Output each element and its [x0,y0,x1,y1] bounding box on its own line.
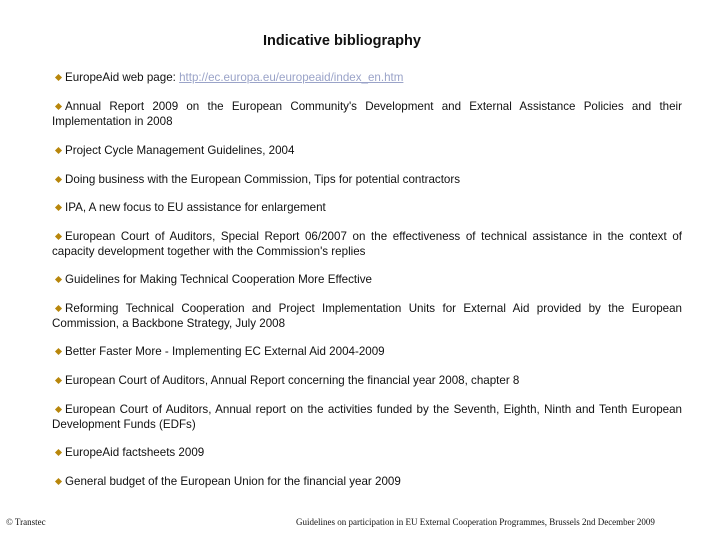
diamond-bullet-icon [55,305,62,312]
item-text: European Court of Auditors, Annual Report concerning the financial year 2008, chapter 8 [65,374,520,387]
list-item [52,345,682,360]
list-item [52,100,682,129]
diamond-bullet-icon [55,74,62,81]
item-text: EuropeAid factsheets 2009 [65,446,205,459]
list-item [52,144,682,159]
list-item [52,403,682,432]
page-title: Indicative bibliography [263,33,421,49]
list-item [52,230,682,259]
item-text: Annual Report 2009 on the European Community's Development and External Assistance Policies and their Implementation in 2008 [52,100,682,128]
diamond-bullet-icon [55,103,62,110]
europeaid-link[interactable]: http://ec.europa.eu/europeaid/index_en.htm [179,71,404,84]
footer-copyright: © Transtec [6,517,46,527]
list-item [52,475,682,490]
list-item [52,302,682,331]
item-text: Project Cycle Management Guidelines, 2004 [65,144,295,157]
item-text: General budget of the European Union for the financial year 2009 [65,475,401,488]
item-text: European Court of Auditors, Special Report 06/2007 on the effectiveness of technical assistance in the context of capacity development together with the Commission's replies [52,230,682,258]
list-item [52,273,682,288]
diamond-bullet-icon [55,276,62,283]
item-text: IPA, A new focus to EU assistance for enlargement [65,201,326,214]
list-item [52,201,682,216]
diamond-bullet-icon [55,449,62,456]
diamond-bullet-icon [55,233,62,240]
diamond-bullet-icon [55,478,62,485]
item-text: Reforming Technical Cooperation and Project Implementation Units for External Aid provided by the European Commission, a Backbone Strategy, July 2008 [52,302,682,330]
list-item [52,71,682,86]
diamond-bullet-icon [55,204,62,211]
list-item [52,173,682,188]
item-text: European Court of Auditors, Annual report on the activities funded by the Seventh, Eighth, Ninth and Tenth European Development Funds (EDFs) [52,403,682,431]
footer-caption: Guidelines on participation in EU External Cooperation Programmes, Brussels 2nd December 2009 [296,517,655,527]
diamond-bullet-icon [55,377,62,384]
diamond-bullet-icon [55,147,62,154]
diamond-bullet-icon [55,348,62,355]
diamond-bullet-icon [55,406,62,413]
item-text: Guidelines for Making Technical Cooperation More Effective [65,273,372,286]
item-text: EuropeAid web page: [65,71,180,84]
list-item [52,374,682,389]
diamond-bullet-icon [55,176,62,183]
item-text: Doing business with the European Commission, Tips for potential contractors [65,173,461,186]
item-text: Better Faster More - Implementing EC External Aid 2004-2009 [65,345,385,358]
list-item [52,446,682,461]
